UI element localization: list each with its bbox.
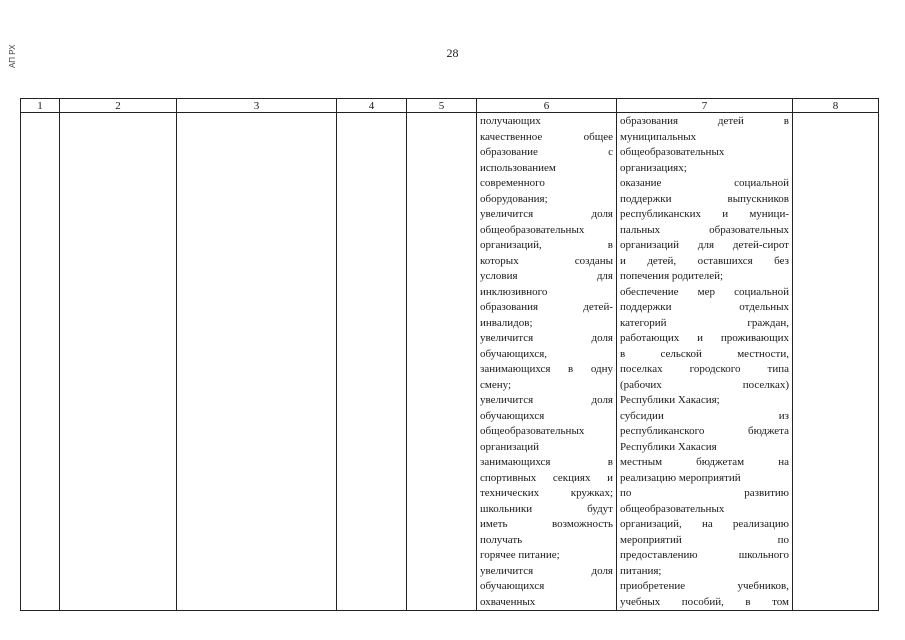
text-line: предоставлению школьного [620,549,789,561]
text-line: организациях; [620,161,687,174]
text-line: республиканского бюджета [620,425,789,437]
text-line: питания; [620,564,662,577]
text-line: организаций для детей-сирот [620,239,789,251]
text-line: обучающихся [480,409,545,422]
text-line: поселках городского типа [620,363,789,375]
text-line: получать [480,533,523,546]
text-line: охваченных [480,595,536,608]
text-line: общеобразовательных [480,425,585,437]
header-col-3: 3 [177,99,337,113]
text-line: инклюзивного [480,285,548,298]
text-line: образования детей- [480,301,613,313]
text-line: местным бюджетам на [620,456,789,468]
text-line: обеспечение мер социальной [620,285,789,298]
text-line: в сельской местности, [620,347,789,360]
text-line: современного [480,177,545,189]
text-line: организаций, в [480,239,613,251]
text-line: организаций [480,440,540,453]
text-line: мероприятий по [620,533,789,546]
text-line: республиканских и муници- [620,208,789,220]
header-col-8: 8 [793,99,879,113]
text-line: пальных образовательных [620,223,789,236]
text-line: школьники будут [480,502,613,515]
header-col-6: 6 [477,99,617,113]
text-line: работающих и проживающих [620,332,789,344]
text-line: горячее питание; [480,549,560,561]
text-line: муниципальных [620,130,697,143]
text-line: поддержки выпускников [620,192,789,205]
header-col-2: 2 [60,99,177,113]
col6-text [477,113,616,610]
text-line: Республики Хакасия [620,440,717,453]
text-line: поддержки отдельных [620,301,789,313]
text-line: которых созданы [480,254,613,267]
text-line: общеобразовательных [620,502,725,515]
table-header-row [21,99,879,113]
text-line: общеобразовательных [480,223,585,236]
text-line: оборудования; [480,192,548,205]
text-line: увеличится доля [480,394,613,406]
text-line: категорий граждан, [620,316,789,329]
text-line: приобретение учебников, [620,580,789,592]
text-line: общеобразовательных [620,146,725,158]
text-line: условия для [480,270,613,282]
cell-col-1 [21,113,60,611]
text-line: спортивных секциях и [480,471,613,484]
text-line: образования детей в [620,115,789,127]
header-col-5: 5 [407,99,477,113]
cell-col-2 [60,113,177,611]
side-margin-mark: АП РХ [8,44,17,68]
text-line: качественное общее [480,130,613,143]
text-line: увеличится доля [480,208,613,220]
text-line: занимающихся в одну [480,363,613,375]
text-line: учебных пособий, в том [620,595,789,608]
header-col-1: 1 [21,99,60,113]
cell-col-8 [793,113,879,611]
text-line: реализацию мероприятий [620,471,741,484]
cell-col-5 [407,113,477,611]
text-line: занимающихся в [480,456,613,468]
text-line: получающих [480,115,541,127]
cell-col-3 [177,113,337,611]
text-line: смену; [480,378,512,391]
table-row [21,113,879,611]
cell-col-6-results [477,113,617,611]
col7-text [617,113,792,610]
text-line: увеличится доля [480,564,613,577]
text-line: Республики Хакасия; [620,394,720,406]
header-col-4: 4 [337,99,407,113]
text-line: технических кружках; [480,487,613,499]
text-line: инвалидов; [480,316,533,329]
header-col-7: 7 [617,99,793,113]
text-line: увеличится доля [480,332,613,344]
document-table [20,98,879,611]
text-line: обучающихся, [480,347,548,360]
text-line: по развитию [620,487,789,499]
cell-col-4 [337,113,407,611]
text-line: образование с [480,146,613,158]
text-line: организаций, на реализацию [620,518,789,530]
cell-col-7-measures [617,113,793,611]
text-line: (рабочих поселках) [620,378,789,391]
page-number: 28 [446,46,459,60]
text-line: обучающихся [480,580,545,592]
text-line: и детей, оставшихся без [620,254,789,267]
text-line: попечения родителей; [620,270,724,282]
text-line: оказание социальной [620,177,789,189]
text-line: использованием [480,161,556,174]
text-line: субсидии из [620,409,789,422]
text-line: иметь возможность [480,518,613,530]
